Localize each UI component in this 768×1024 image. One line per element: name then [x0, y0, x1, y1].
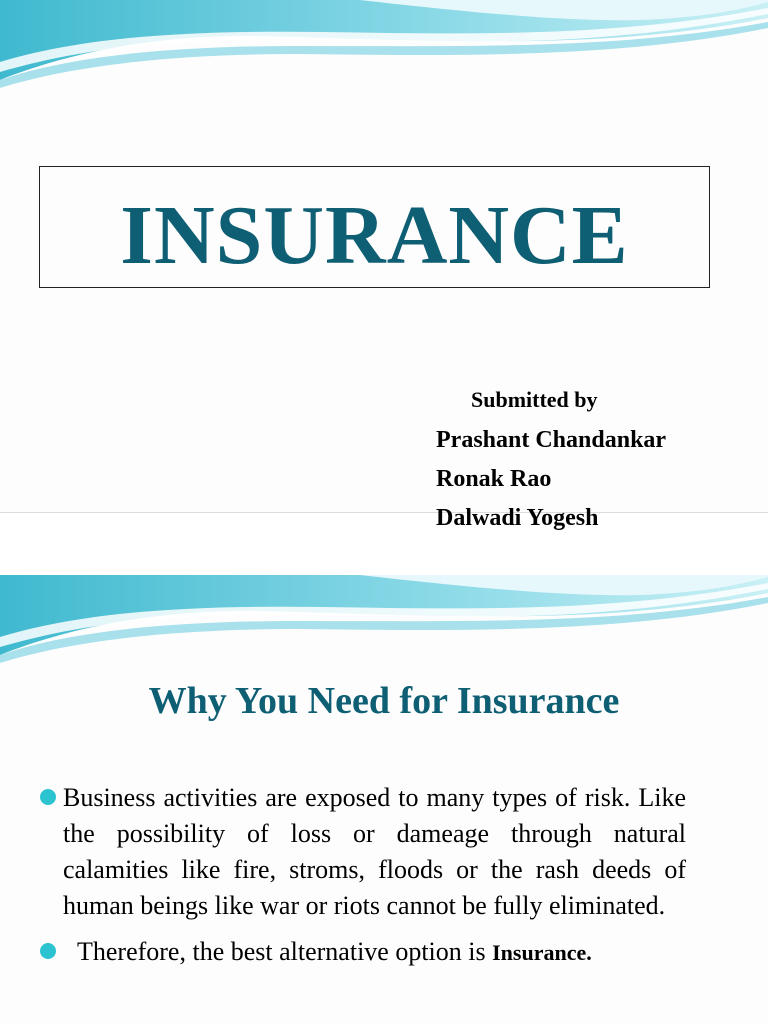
- wave-decoration: [0, 0, 768, 90]
- bullet-dot-icon: [40, 943, 56, 959]
- slide-title: Why You Need for Insurance: [148, 680, 620, 722]
- slide-2: [0, 575, 768, 1024]
- author-list: [436, 425, 666, 542]
- submitted-by-label: Submitted by: [471, 387, 598, 412]
- author-name: Prashant Chandankar: [436, 427, 667, 453]
- bullet-list: [36, 780, 686, 971]
- bullet-item: [36, 780, 686, 924]
- bullet-item: [36, 934, 686, 971]
- title-box: [39, 166, 710, 288]
- slide-title: INSURANCE: [120, 189, 629, 282]
- bullet-emphasis: Insurance.: [492, 940, 592, 965]
- bullet-text: Business activities are exposed to many types of risk. Like the possibility of loss or dameage through natural calamities like fire, stroms, floods or the rash deeds of human beings like war or riots cannot be fully eliminated.: [63, 783, 686, 920]
- bullet-text: Therefore, the best alternative option is: [77, 937, 493, 966]
- author-name: Dalwadi Yogesh: [436, 505, 599, 531]
- author-name: Ronak Rao: [436, 466, 552, 492]
- bullet-dot-icon: [40, 789, 56, 805]
- wave-decoration: [0, 575, 768, 665]
